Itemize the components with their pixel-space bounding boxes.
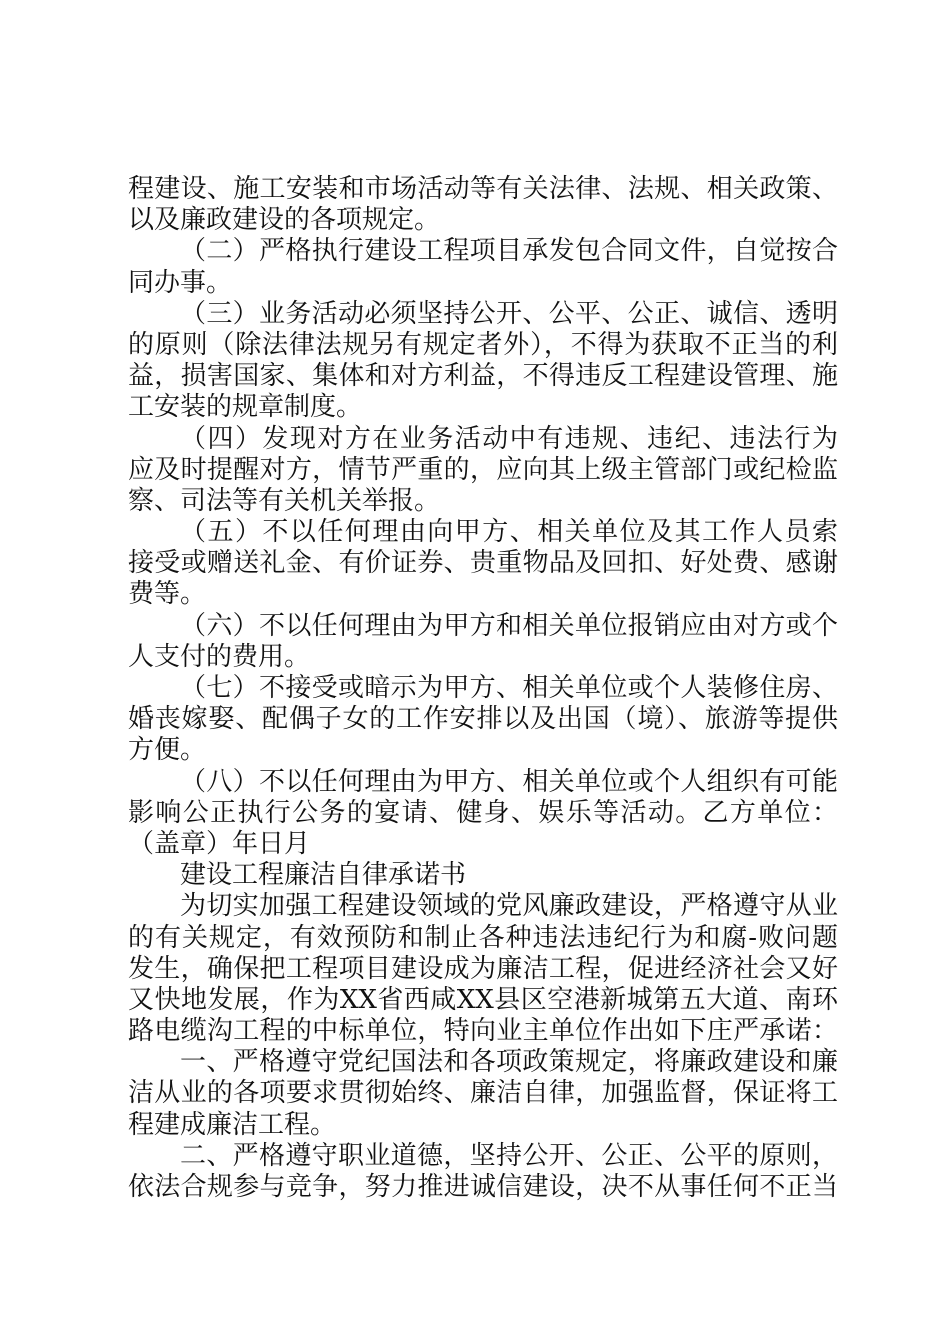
text-line: 的原则（除法律法规另有规定者外），不得为获取不正当的利 xyxy=(128,329,838,360)
text-line: （五）不以任何理由向甲方、相关单位及其工作人员索 xyxy=(180,517,838,548)
text-line: 发生，确保把工程项目建设成为廉洁工程，促进经济社会又好 xyxy=(128,953,838,984)
text-line: 一、严格遵守党纪国法和各项政策规定，将廉政建设和廉 xyxy=(180,1047,838,1078)
text-line: 为切实加强工程建设领域的党风廉政建设，严格遵守从业 xyxy=(180,891,838,922)
text-line: 方便。 xyxy=(128,735,207,766)
text-line: 同办事。 xyxy=(128,267,233,298)
text-line: （六）不以任何理由为甲方和相关单位报销应由对方或个 xyxy=(180,610,838,641)
text-line: 路电缆沟工程的中标单位，特向业主单位作出如下庄严承诺： xyxy=(128,1016,838,1047)
text-line: 洁从业的各项要求贯彻始终、廉洁自律，加强监督，保证将工 xyxy=(128,1078,838,1109)
text-line: 影响公正执行公务的宴请、健身、娱乐等活动。乙方单位： xyxy=(128,797,838,828)
text-line: （二）严格执行建设工程项目承发包合同文件，自觉按合 xyxy=(180,236,838,267)
text-line: （盖章）年日月 xyxy=(128,828,311,859)
text-line: 程建设、施工安装和市场活动等有关法律、法规、相关政策、 xyxy=(128,174,838,204)
text-line: （七）不接受或暗示为甲方、相关单位或个人装修住房、 xyxy=(180,673,838,703)
text-line: 程建成廉洁工程。 xyxy=(128,1109,337,1140)
text-line: 益，损害国家、集体和对方利益，不得违反工程建设管理、施 xyxy=(128,361,838,392)
text-line: 婚丧嫁娶、配偶子女的工作安排以及出国（境）、旅游等提供 xyxy=(128,704,838,735)
text-line: 工安装的规章制度。 xyxy=(128,392,363,423)
text-line: （八）不以任何理由为甲方、相关单位或个人组织有可能 xyxy=(180,766,838,797)
document-body xyxy=(128,174,838,1203)
text-line: 费等。 xyxy=(128,579,207,610)
text-line: 依法合规参与竞争，努力推进诚信建设，决不从事任何不正当 xyxy=(128,1172,838,1202)
text-line: 的有关规定，有效预防和制止各种违法违纪行为和腐-败问题 xyxy=(128,922,838,953)
text-line: （四）发现对方在业务活动中有违规、违纪、违法行为 xyxy=(180,423,838,454)
text-line: （三）业务活动必须坚持公开、公平、公正、诚信、透明 xyxy=(180,298,838,329)
text-line: 察、司法等有关机关举报。 xyxy=(128,485,441,516)
text-line: 接受或赠送礼金、有价证券、贵重物品及回扣、好处费、感谢 xyxy=(128,548,838,579)
text-line: 又快地发展，作为XX省西咸XX县区空港新城第五大道、南环 xyxy=(128,984,838,1015)
text-line: 二、严格遵守职业道德，坚持公开、公正、公平的原则， xyxy=(180,1140,838,1171)
text-line: 以及廉政建设的各项规定。 xyxy=(128,205,441,236)
text-line: 人支付的费用。 xyxy=(128,641,311,672)
document-heading: 建设工程廉洁自律承诺书 xyxy=(180,860,467,891)
text-line: 应及时提醒对方，情节严重的，应向其上级主管部门或纪检监 xyxy=(128,454,838,485)
